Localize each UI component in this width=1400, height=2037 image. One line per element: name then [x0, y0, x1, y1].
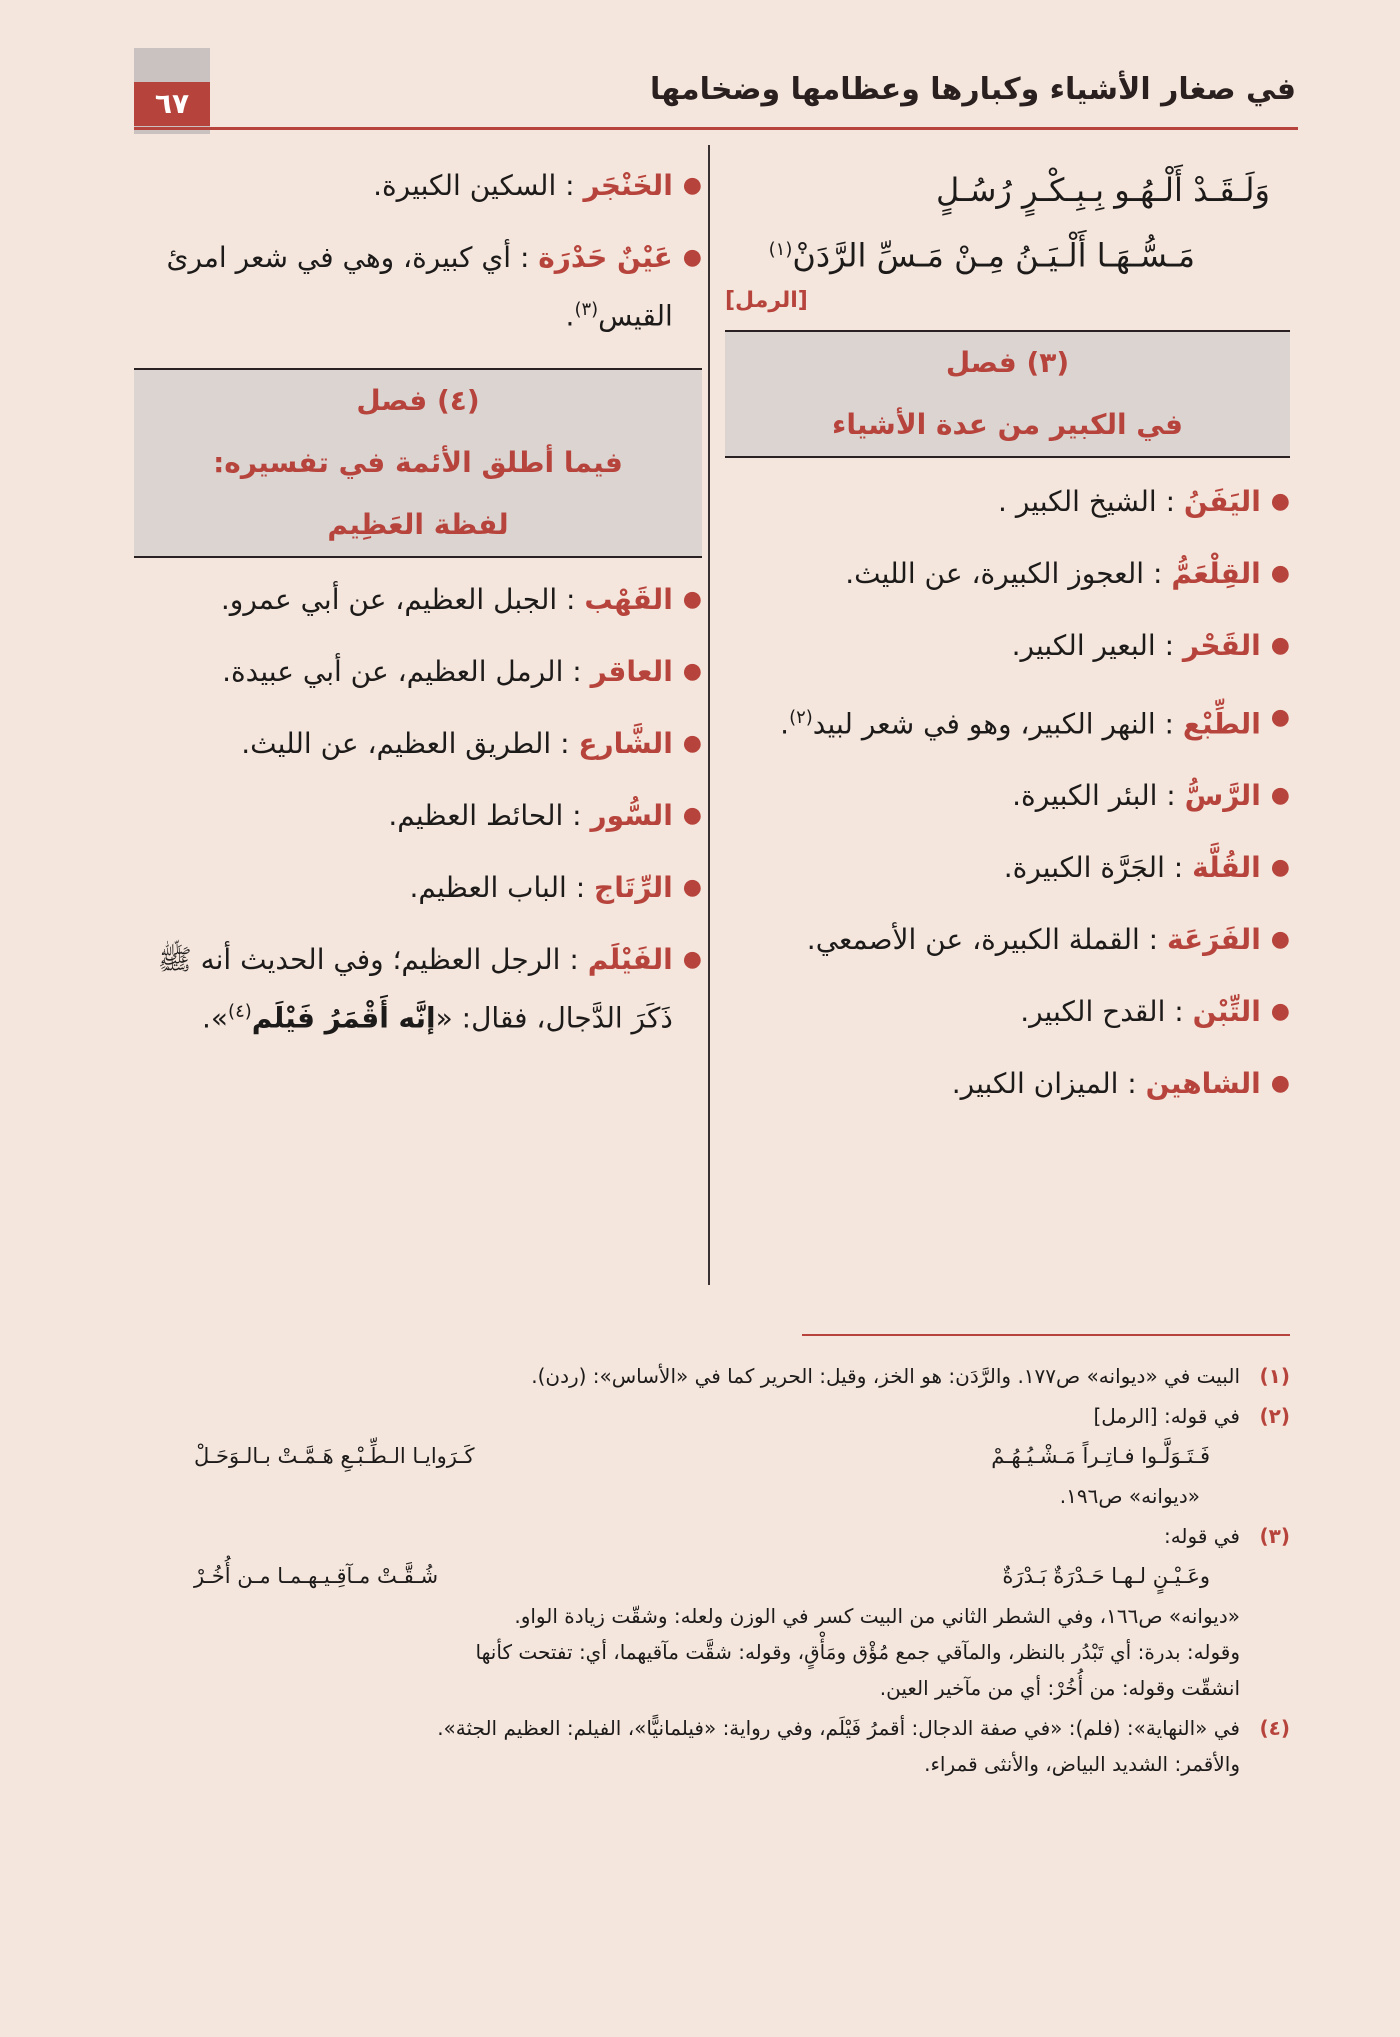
- bullet-icon: ●: [1270, 782, 1290, 808]
- footnote-poem: فَـتَـوَلَّـوا فـاتِـراً مَـشْـيُـهُـمْ كَـرَوايـا الـطِّـبْـعِ هَـمَّـتْ بـالـوَحَـلْ: [194, 1444, 1210, 1468]
- bullet-icon: ●: [682, 587, 702, 613]
- footnote-2: (٢) في قوله: [الرمل] فَـتَـوَلَّـوا فـاتِـراً مَـشْـيُـهُـمْ كَـرَوايـا الـطِّـبْـعِ هَـمَّـتْ بـالـوَحَـلْ «ديوانه» ص١٩٦.: [194, 1404, 1290, 1508]
- section-subtitle: لفظة العَظِيم: [327, 508, 509, 542]
- section-heading-4: [134, 368, 702, 558]
- list-item: ● العاقر : الرمل العظيم، عن أبي عبيدة.: [134, 646, 702, 698]
- list-item: ● السُّور : الحائط العظيم.: [134, 790, 702, 842]
- list-item: ● التِّبْن : القدح الكبير.: [725, 986, 1290, 1038]
- left-column: [134, 160, 702, 1065]
- list-item: ● القَحْر : البعير الكبير.: [725, 620, 1290, 672]
- verse-line-1: وَلَـقَـدْ أَلْـهُـو بِـبِـكْـرٍ رُسُـلٍ: [935, 171, 1270, 209]
- bullet-icon: ●: [682, 803, 702, 829]
- section-number: (٤) فصل: [356, 384, 480, 418]
- section-heading-3: [725, 330, 1290, 458]
- bullet-icon: ●: [682, 731, 702, 757]
- footnote-ref: (١): [768, 239, 793, 260]
- bullet-icon: ●: [682, 947, 702, 973]
- list-item: ● الطِّبْع : النهر الكبير، وهو في شعر لبيد$^{(٢)}$.: [725, 692, 1290, 750]
- verse-line-2: مَـسُّـهَـا أَلْـيَـنُ مِـنْ مَـسِّ الرَّدَنْ$^{(١)}$: [768, 236, 1195, 275]
- footnotes: [134, 1358, 1290, 1786]
- bullet-icon: ●: [1270, 1070, 1290, 1096]
- list-item: ● عَيْنٌ حَدْرَة : أي كبيرة، وهي في شعر امرئ القيس$^{(٣)}$.: [134, 232, 702, 342]
- footnote-poem: وعَـيْـنٍ لـهـا حَـدْرَةٌ بَـدْرَةٌ شُـقَّـتْ مـآقِـيـهـمـا مـن أُخُـرْ: [194, 1564, 1210, 1588]
- section-title: فيما أطلق الأئمة في تفسيره:: [213, 446, 623, 480]
- list-item: ● الفَيْلَم : الرجل العظيم؛ وفي الحديث أنه ﷺ ذَكَرَ الدَّجال، فقال: «إنَّه أَقْمَرُ فَيْلَم$^{(٤)}$».: [134, 934, 702, 1044]
- bullet-icon: ●: [682, 173, 702, 198]
- meter-label: [الرمل]: [725, 287, 808, 313]
- section-title: في الكبير من عدة الأشياء: [832, 407, 1183, 441]
- list-item: ● القُلَّة : الجَرَّة الكبيرة.: [725, 842, 1290, 894]
- entry-list: [134, 574, 702, 1044]
- bullet-icon: ●: [1270, 926, 1290, 952]
- running-header: في صغار الأشياء وكبارها وعظامها وضخامها: [649, 72, 1296, 107]
- section-number: (٣) فصل: [945, 345, 1070, 379]
- list-item: ● الشاهين : الميزان الكبير.: [725, 1058, 1290, 1110]
- bullet-icon: ●: [682, 875, 702, 901]
- hadith-quote: إنَّه أَقْمَرُ فَيْلَم: [251, 1001, 436, 1035]
- right-column: [725, 160, 1290, 1130]
- bullet-icon: ●: [1270, 632, 1290, 658]
- list-item: ● الرَّسُّ : البئر الكبيرة.: [725, 770, 1290, 822]
- bullet-icon: ●: [1270, 488, 1290, 514]
- column-divider: [708, 145, 710, 1285]
- list-item: ● القَهْب : الجبل العظيم، عن أبي عمرو.: [134, 574, 702, 626]
- list-item: ● الخَنْجَر : السكين الكبيرة.: [134, 160, 702, 212]
- list-item: ● الشَّارع : الطريق العظيم، عن الليث.: [134, 718, 702, 770]
- bullet-icon: ●: [1270, 560, 1290, 586]
- entry-list: [725, 476, 1290, 1110]
- list-item: ● القِلْعَمُّ : العجوز الكبيرة، عن الليث.: [725, 548, 1290, 600]
- bullet-icon: ●: [682, 659, 702, 685]
- header-rule: [134, 127, 1298, 130]
- bullet-icon: ●: [1270, 854, 1290, 880]
- list-item: ● الفَرَعَة : القملة الكبيرة، عن الأصمعي.: [725, 914, 1290, 966]
- list-item: ● الرِّتَاج : الباب العظيم.: [134, 862, 702, 914]
- footnote-3: (٣) في قوله: وعَـيْـنٍ لـهـا حَـدْرَةٌ بَـدْرَةٌ شُـقَّـتْ مـآقِـيـهـمـا مـن أُخُـرْ «ديوانه» ص١٦٦، وفي الشطر الثاني من البيت كسر في الوزن ولعله: وشقّت زيادة الواو. وقوله: بدرة: أي تَبْدُر بالنظر، والمآقي جمع مُؤْق ومَأْقٍ، وقوله: شقَّت مآقيهما، أي: تفتحت كأنها انشقّت وقوله: من أُخُرْ: أي من مآخير العين.: [194, 1524, 1290, 1700]
- list-item: ● اليَفَنُ : الشيخ الكبير .: [725, 476, 1290, 528]
- bullet-icon: ●: [682, 245, 702, 270]
- bullet-icon: ●: [1270, 998, 1290, 1024]
- page-number: ٦٧: [134, 82, 210, 126]
- footnote-4: (٤) في «النهاية»: (فلم): «في صفة الدجال: أقمرُ فَيْلَم، وفي رواية: «فيلمانيًّا»، الفيلم: العظيم الجثة». والأقمر: الشديد البياض، والأنثى قمراء.: [437, 1716, 1290, 1776]
- bullet-icon: ●: [1270, 704, 1290, 730]
- footnote-rule: [802, 1334, 1290, 1336]
- footnote-1: (١) البيت في «ديوانه» ص١٧٧. والرَّدَن: هو الخز، وقيل: الحرير كما في «الأساس»: (ردن).: [531, 1364, 1290, 1388]
